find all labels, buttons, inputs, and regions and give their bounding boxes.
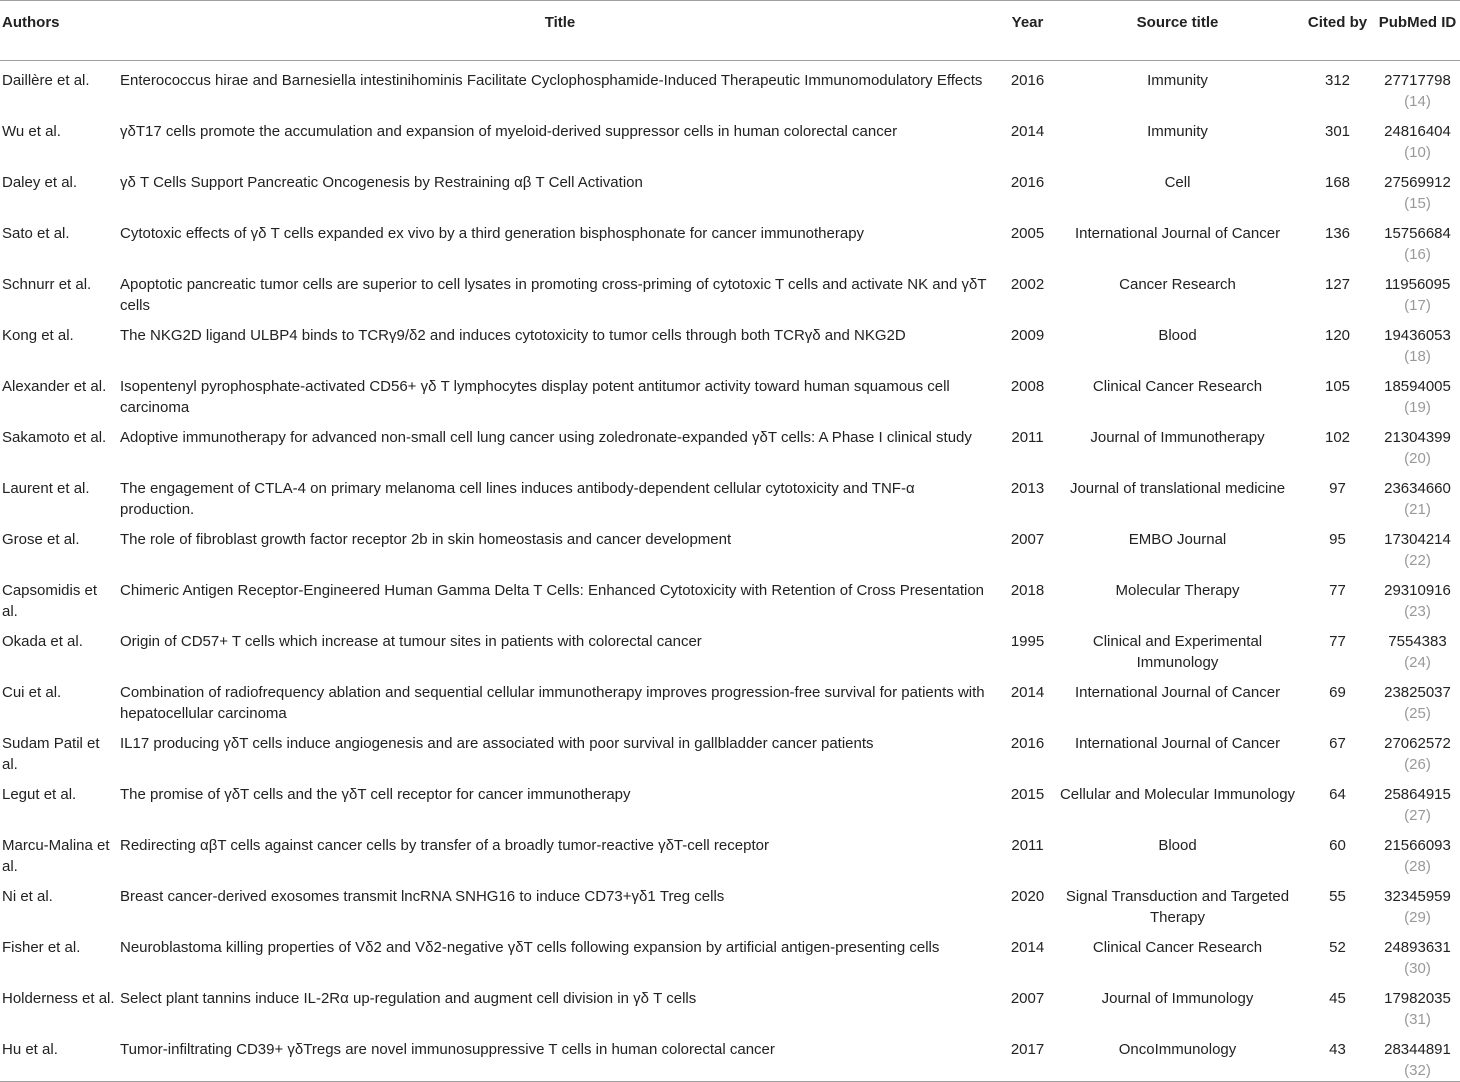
cell-cited-by: 43 (1329, 1041, 1346, 1058)
reference-link[interactable]: (26) (1404, 756, 1431, 773)
header-cited-by: Cited by (1307, 14, 1368, 31)
table-row (0, 724, 1460, 775)
cell-pubmed-id (1375, 112, 1460, 163)
cell-pubmed-id (1375, 1030, 1460, 1082)
reference-link[interactable]: (21) (1404, 501, 1431, 518)
cell-year: 2013 (1010, 480, 1045, 497)
reference-link[interactable]: (30) (1404, 960, 1431, 977)
cell-pubmed-id (1375, 979, 1460, 1030)
pubmed-id-value: 19436053 (1384, 327, 1451, 344)
cell-authors: Wu et al. (2, 123, 61, 140)
cell-source-title: Cell (1164, 174, 1191, 191)
table-row (0, 316, 1460, 367)
cell-authors: Sakamoto et al. (2, 429, 107, 446)
cell-pubmed-id (1375, 622, 1460, 673)
table-row (0, 61, 1460, 113)
pubmed-id-value: 28344891 (1384, 1041, 1451, 1058)
pubmed-id-value: 21304399 (1384, 429, 1451, 446)
cell-cited-by: 95 (1329, 531, 1346, 548)
reference-link[interactable]: (10) (1404, 144, 1431, 161)
cell-source-title: Clinical Cancer Research (1092, 939, 1263, 956)
cell-year: 2016 (1010, 735, 1045, 752)
cell-source-title: Molecular Therapy (1115, 582, 1240, 599)
cell-year: 2016 (1010, 72, 1045, 89)
cell-cited-by: 136 (1324, 225, 1351, 242)
cell-authors: Hu et al. (2, 1041, 58, 1058)
reference-link[interactable]: (15) (1404, 195, 1431, 212)
cell-cited-by: 55 (1329, 888, 1346, 905)
cell-cited-by: 102 (1324, 429, 1351, 446)
cell-cited-by: 120 (1324, 327, 1351, 344)
cell-authors: Okada et al. (2, 633, 83, 650)
cell-authors: Alexander et al. (2, 378, 107, 395)
pubmed-id-value: 18594005 (1384, 378, 1451, 395)
pubmed-id-value: 23634660 (1384, 480, 1451, 497)
cell-title: Select plant tannins induce IL-2Rα up-regulation and augment cell division in γδ T cells (120, 990, 697, 1007)
cell-year: 2020 (1010, 888, 1045, 905)
reference-link[interactable]: (31) (1404, 1011, 1431, 1028)
cell-authors: Daley et al. (2, 174, 78, 191)
cell-pubmed-id (1375, 775, 1460, 826)
table-row (0, 469, 1460, 520)
reference-link[interactable]: (32) (1404, 1062, 1431, 1079)
cell-authors: Fisher et al. (2, 939, 81, 956)
cell-pubmed-id (1375, 163, 1460, 214)
cell-title: γδT17 cells promote the accumulation and expansion of myeloid-derived suppressor cells in human colorectal cancer (120, 123, 898, 140)
cell-authors: Laurent et al. (2, 480, 90, 497)
table-row (0, 214, 1460, 265)
table-row (0, 265, 1460, 316)
cell-cited-by: 77 (1329, 633, 1346, 650)
pubmed-id-value: 17982035 (1384, 990, 1451, 1007)
cell-title: Apoptotic pancreatic tumor cells are superior to cell lysates in promoting cross-priming of cytotoxic T cells and activate NK and γδT cells (120, 276, 987, 314)
table-row (0, 1030, 1460, 1082)
cell-cited-by: 52 (1329, 939, 1346, 956)
cell-year: 2008 (1010, 378, 1045, 395)
cell-year: 2014 (1010, 123, 1045, 140)
cell-title: Cytotoxic effects of γδ T cells expanded ex vivo by a third generation bisphosphonate for cancer immunotherapy (120, 225, 865, 242)
cell-year: 2015 (1010, 786, 1045, 803)
cell-authors: Sato et al. (2, 225, 70, 242)
cell-title: Origin of CD57+ T cells which increase at tumour sites in patients with colorectal cancer (120, 633, 702, 650)
cell-cited-by: 45 (1329, 990, 1346, 1007)
cell-pubmed-id (1375, 571, 1460, 622)
cell-source-title: Immunity (1147, 123, 1208, 140)
cell-authors: Legut et al. (2, 786, 77, 803)
cell-source-title: Immunity (1147, 72, 1208, 89)
pubmed-id-value: 21566093 (1384, 837, 1451, 854)
table-row (0, 928, 1460, 979)
table-row (0, 367, 1460, 418)
cell-cited-by: 97 (1329, 480, 1346, 497)
cell-title: The role of fibroblast growth factor receptor 2b in skin homeostasis and cancer development (120, 531, 732, 548)
cell-pubmed-id (1375, 316, 1460, 367)
cell-cited-by: 69 (1329, 684, 1346, 701)
cell-source-title: Cellular and Molecular Immunology (1059, 786, 1296, 803)
cell-title: Enterococcus hirae and Barnesiella intestinihominis Facilitate Cyclophosphamide-Induced Therapeutic Immunomodulatory Effects (120, 72, 983, 89)
reference-link[interactable]: (20) (1404, 450, 1431, 467)
header-pubmed-id: PubMed ID (1378, 14, 1457, 31)
cell-title: Tumor-infiltrating CD39+ γδTregs are novel immunosuppressive T cells in human colorectal cancer (120, 1041, 775, 1058)
cell-source-title: International Journal of Cancer (1074, 684, 1281, 701)
cell-source-title: EMBO Journal (1128, 531, 1227, 548)
cell-year: 2009 (1010, 327, 1045, 344)
cell-authors: Schnurr et al. (2, 276, 92, 293)
reference-link[interactable]: (25) (1404, 705, 1431, 722)
table-header-row (0, 1, 1460, 61)
cell-pubmed-id (1375, 520, 1460, 571)
pubmed-id-value: 15756684 (1384, 225, 1451, 242)
cell-year: 2014 (1010, 939, 1045, 956)
cell-title: Adoptive immunotherapy for advanced non-small cell lung cancer using zoledronate-expanded γδT cells: A Phase I clinical study (120, 429, 972, 446)
cell-pubmed-id (1375, 724, 1460, 775)
pubmed-id-value: 7554383 (1388, 633, 1447, 650)
reference-link[interactable]: (27) (1404, 807, 1431, 824)
table-row (0, 418, 1460, 469)
reference-link[interactable]: (22) (1404, 552, 1431, 569)
reference-link[interactable]: (18) (1404, 348, 1431, 365)
cell-source-title: Clinical Cancer Research (1092, 378, 1263, 395)
pubmed-id-value: 25864915 (1384, 786, 1451, 803)
cell-authors: Sudam Patil et al. (2, 735, 100, 773)
cell-source-title: Blood (1158, 327, 1197, 344)
cell-title: The promise of γδT cells and the γδT cell receptor for cancer immunotherapy (120, 786, 631, 803)
cell-source-title: Journal of Immunotherapy (1090, 429, 1265, 446)
header-year: Year (1011, 14, 1044, 31)
cell-year: 2014 (1010, 684, 1045, 701)
reference-link[interactable]: (29) (1404, 909, 1431, 926)
cell-title: Neuroblastoma killing properties of Vδ2 and Vδ2-negative γδT cells following expansion by artificial antigen-presenting cells (120, 939, 940, 956)
cell-cited-by: 301 (1324, 123, 1351, 140)
header-title: Title (544, 14, 576, 31)
table-row (0, 877, 1460, 928)
reference-link[interactable]: (17) (1404, 297, 1431, 314)
cell-source-title: International Journal of Cancer (1074, 225, 1281, 242)
cell-cited-by: 105 (1324, 378, 1351, 395)
cell-cited-by: 64 (1329, 786, 1346, 803)
cell-cited-by: 168 (1324, 174, 1351, 191)
cell-pubmed-id (1375, 214, 1460, 265)
cell-year: 2017 (1010, 1041, 1045, 1058)
header-source-title: Source title (1136, 14, 1219, 31)
reference-link[interactable]: (19) (1404, 399, 1431, 416)
reference-link[interactable]: (14) (1404, 93, 1431, 110)
cell-source-title: Journal of translational medicine (1069, 480, 1286, 497)
cell-source-title: Blood (1158, 837, 1197, 854)
pubmed-id-value: 27717798 (1384, 72, 1451, 89)
cell-authors: Ni et al. (2, 888, 53, 905)
table-row (0, 163, 1460, 214)
reference-link[interactable]: (28) (1404, 858, 1431, 875)
table-row (0, 571, 1460, 622)
cell-authors: Kong et al. (2, 327, 74, 344)
table-row (0, 112, 1460, 163)
table-row (0, 979, 1460, 1030)
pubmed-id-value: 27569912 (1384, 174, 1451, 191)
cell-authors: Capsomidis et al. (2, 582, 98, 620)
reference-link[interactable]: (16) (1404, 246, 1431, 263)
cell-title: Isopentenyl pyrophosphate-activated CD56+ γδ T lymphocytes display potent antitumor activity toward human squamous cell carcinoma (120, 378, 950, 416)
cell-year: 2007 (1010, 531, 1045, 548)
cell-source-title: Clinical and Experimental Immunology (1092, 633, 1263, 671)
cell-year: 2016 (1010, 174, 1045, 191)
cell-authors: Cui et al. (2, 684, 62, 701)
cell-cited-by: 127 (1324, 276, 1351, 293)
cell-pubmed-id (1375, 367, 1460, 418)
pubmed-id-value: 11956095 (1384, 276, 1451, 293)
cell-pubmed-id (1375, 469, 1460, 520)
cell-authors: Grose et al. (2, 531, 80, 548)
cell-cited-by: 60 (1329, 837, 1346, 854)
pubmed-id-value: 24816404 (1384, 123, 1451, 140)
cell-source-title: Journal of Immunology (1101, 990, 1254, 1007)
cell-cited-by: 77 (1329, 582, 1346, 599)
cell-title: Chimeric Antigen Receptor-Engineered Human Gamma Delta T Cells: Enhanced Cytotoxicity with Retention of Cross Presentation (120, 582, 985, 599)
header-authors: Authors (2, 14, 60, 31)
reference-link[interactable]: (24) (1404, 654, 1431, 671)
table-row (0, 520, 1460, 571)
cell-authors: Marcu-Malina et al. (2, 837, 110, 875)
cell-pubmed-id (1375, 826, 1460, 877)
cell-cited-by: 67 (1329, 735, 1346, 752)
table-row (0, 826, 1460, 877)
pubmed-id-value: 24893631 (1384, 939, 1451, 956)
table-row (0, 775, 1460, 826)
cell-year: 1995 (1010, 633, 1045, 650)
pubmed-id-value: 23825037 (1384, 684, 1451, 701)
pubmed-id-value: 27062572 (1384, 735, 1451, 752)
cell-source-title: Signal Transduction and Targeted Therapy (1065, 888, 1290, 926)
cell-year: 2018 (1010, 582, 1045, 599)
cell-authors: Daillère et al. (2, 72, 90, 89)
cell-year: 2011 (1011, 837, 1044, 854)
cell-source-title: International Journal of Cancer (1074, 735, 1281, 752)
cell-authors: Holderness et al. (2, 990, 115, 1007)
cell-title: The NKG2D ligand ULBP4 binds to TCRγ9/δ2 and induces cytotoxicity to tumor cells through both TCRγδ and NKG2D (120, 327, 906, 344)
cell-pubmed-id (1375, 928, 1460, 979)
cell-cited-by: 312 (1324, 72, 1351, 89)
table-row (0, 673, 1460, 724)
cell-year: 2007 (1010, 990, 1045, 1007)
cell-year: 2002 (1010, 276, 1045, 293)
cell-source-title: Cancer Research (1119, 276, 1236, 293)
cell-title: γδ T Cells Support Pancreatic Oncogenesis by Restraining αβ T Cell Activation (120, 174, 643, 191)
cell-pubmed-id (1375, 265, 1460, 316)
cell-title: IL17 producing γδT cells induce angiogenesis and are associated with poor survival in gallbladder cancer patients (120, 735, 874, 752)
table-body (0, 61, 1460, 1082)
reference-link[interactable]: (23) (1404, 603, 1431, 620)
cell-source-title: OncoImmunology (1118, 1041, 1237, 1058)
table-row (0, 622, 1460, 673)
pubmed-id-value: 17304214 (1384, 531, 1451, 548)
cell-year: 2011 (1011, 429, 1044, 446)
cell-title: Redirecting αβT cells against cancer cells by transfer of a broadly tumor-reactive γδT-cell receptor (120, 837, 769, 854)
cell-title: The engagement of CTLA-4 on primary melanoma cell lines induces antibody-dependent cellular cytotoxicity and TNF-α production. (120, 480, 915, 518)
cell-pubmed-id (1375, 61, 1460, 113)
cell-title: Combination of radiofrequency ablation and sequential cellular immunotherapy improves progression-free survival for patients with hepatocellular carcinoma (120, 684, 985, 722)
cell-pubmed-id (1375, 877, 1460, 928)
cell-pubmed-id (1375, 418, 1460, 469)
pubmed-id-value: 32345959 (1384, 888, 1451, 905)
cell-pubmed-id (1375, 673, 1460, 724)
pubmed-id-value: 29310916 (1384, 582, 1451, 599)
cell-year: 2005 (1010, 225, 1045, 242)
cell-title: Breast cancer-derived exosomes transmit lncRNA SNHG16 to induce CD73+γδ1 Treg cells (120, 888, 725, 905)
